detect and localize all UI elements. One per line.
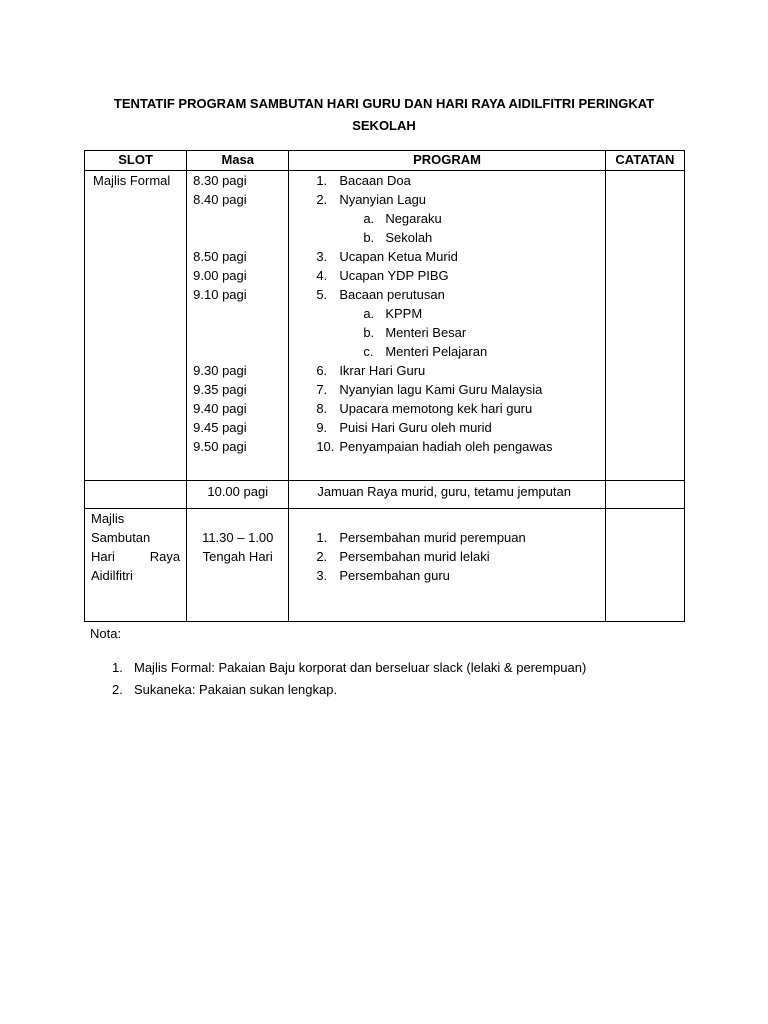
sub-list-item [289, 228, 605, 247]
catatan-cell [605, 171, 684, 481]
table-row-majlis-sambutan [85, 509, 685, 622]
item-text: Nyanyian Lagu [339, 192, 427, 207]
list-item [289, 399, 605, 418]
item-text: Bacaan perutusan [339, 287, 445, 302]
slot-line [91, 547, 186, 566]
masa-cell [187, 509, 289, 622]
item-number: 6. [316, 363, 328, 378]
item-number: b. [363, 230, 375, 245]
header-row [85, 151, 685, 171]
item-number: 2. [316, 549, 328, 564]
list-item [289, 380, 605, 399]
masa-line [193, 304, 288, 323]
masa-line [193, 323, 288, 342]
list-item [289, 247, 605, 266]
notes-label: Nota: [90, 626, 122, 641]
item-number: b. [363, 325, 375, 340]
sub-list-item [289, 323, 605, 342]
document-title-line-2: SEKOLAH [352, 118, 416, 133]
slot-word: Raya [149, 549, 181, 564]
item-text: KPPM [385, 306, 423, 321]
header-program: PROGRAM [289, 151, 606, 171]
note-item [90, 658, 586, 680]
note-text: Majlis Formal: Pakaian Baju korporat dan berseluar slack (lelaki & perempuan) [134, 660, 587, 675]
item-number: a. [363, 211, 375, 226]
note-item [90, 680, 586, 702]
item-text: Negaraku [385, 211, 442, 226]
masa-line [193, 342, 288, 361]
slot-cell [85, 481, 187, 509]
list-item [289, 418, 605, 437]
schedule-table [84, 150, 685, 622]
catatan-cell [605, 481, 684, 509]
list-item [289, 266, 605, 285]
slot-line: Aidilfitri [91, 568, 133, 583]
sub-list-item [289, 209, 605, 228]
program-cell [289, 171, 606, 481]
item-number: a. [363, 306, 375, 321]
item-number: 7. [316, 382, 328, 397]
note-text: Sukaneka: Pakaian sukan lengkap. [134, 682, 338, 697]
item-text: Penyampaian hadiah oleh pengawas [339, 439, 553, 454]
masa-line: 11.30 – 1.00 [202, 530, 274, 545]
catatan-cell [605, 509, 684, 622]
notes-list [90, 658, 586, 702]
list-item [289, 285, 605, 304]
masa-cell [187, 171, 289, 481]
item-text: Persembahan guru [339, 568, 450, 583]
item-number: 1. [316, 530, 328, 545]
masa-line: 9.50 pagi [193, 439, 247, 454]
slot-label: Majlis Formal [93, 173, 171, 188]
masa-line: 9.40 pagi [193, 401, 247, 416]
list-item [289, 566, 605, 585]
item-text: Upacara memotong kek hari guru [339, 401, 533, 416]
item-number: 3. [316, 249, 328, 264]
item-text: Puisi Hari Guru oleh murid [339, 420, 492, 435]
masa-line: 8.50 pagi [193, 249, 247, 264]
slot-word: Hari [91, 549, 115, 564]
slot-line: Majlis [91, 511, 125, 526]
sub-list-item [289, 304, 605, 323]
masa-line: Tengah Hari [202, 549, 273, 564]
masa-line: 9.30 pagi [193, 363, 247, 378]
slot-cell [85, 171, 187, 481]
masa-line [193, 209, 288, 228]
list-item [289, 528, 605, 547]
item-text: Ikrar Hari Guru [339, 363, 426, 378]
item-number: 10. [316, 439, 335, 454]
sub-list-item [289, 342, 605, 361]
slot-cell [85, 509, 187, 622]
table-row-majlis-formal [85, 171, 685, 481]
slot-line: Sambutan [91, 530, 151, 545]
item-text: Bacaan Doa [339, 173, 411, 188]
list-item [289, 190, 605, 209]
list-item [289, 437, 605, 456]
list-item [289, 547, 605, 566]
masa-line: 9.45 pagi [193, 420, 247, 435]
masa-line: 9.10 pagi [193, 287, 247, 302]
masa-cell [187, 481, 289, 509]
note-number: 1. [112, 660, 123, 675]
program-cell [289, 481, 606, 509]
item-number: 1. [316, 173, 328, 188]
item-text: Ucapan YDP PIBG [339, 268, 449, 283]
table-row-jamuan [85, 481, 685, 509]
header-catatan: CATATAN [605, 151, 684, 171]
item-text: Menteri Besar [385, 325, 467, 340]
masa-line: 9.00 pagi [193, 268, 247, 283]
item-text: Menteri Pelajaran [385, 344, 488, 359]
item-number: 8. [316, 401, 328, 416]
item-number: 5. [316, 287, 328, 302]
masa-line: 8.40 pagi [193, 192, 247, 207]
note-number: 2. [112, 682, 123, 697]
item-text: Ucapan Ketua Murid [339, 249, 458, 264]
header-slot: SLOT [85, 151, 187, 171]
item-text: Persembahan murid lelaki [339, 549, 490, 564]
item-text: Nyanyian lagu Kami Guru Malaysia [339, 382, 543, 397]
item-number: 4. [316, 268, 328, 283]
document-title-line-1: TENTATIF PROGRAM SAMBUTAN HARI GURU DAN HARI RAYA AIDILFITRI PERINGKAT [113, 96, 655, 111]
list-item [289, 171, 605, 190]
program-text: Jamuan Raya murid, guru, tetamu jemputan [317, 484, 571, 499]
masa-line [193, 228, 288, 247]
item-number: c. [363, 344, 374, 359]
masa-value: 10.00 pagi [207, 484, 269, 499]
item-text: Persembahan murid perempuan [339, 530, 526, 545]
item-text: Sekolah [385, 230, 433, 245]
program-cell [289, 509, 606, 622]
list-item [289, 361, 605, 380]
item-number: 2. [316, 192, 328, 207]
masa-line: 8.30 pagi [193, 173, 247, 188]
header-masa: Masa [187, 151, 289, 171]
masa-line: 9.35 pagi [193, 382, 247, 397]
item-number: 3. [316, 568, 328, 583]
item-number: 9. [316, 420, 328, 435]
